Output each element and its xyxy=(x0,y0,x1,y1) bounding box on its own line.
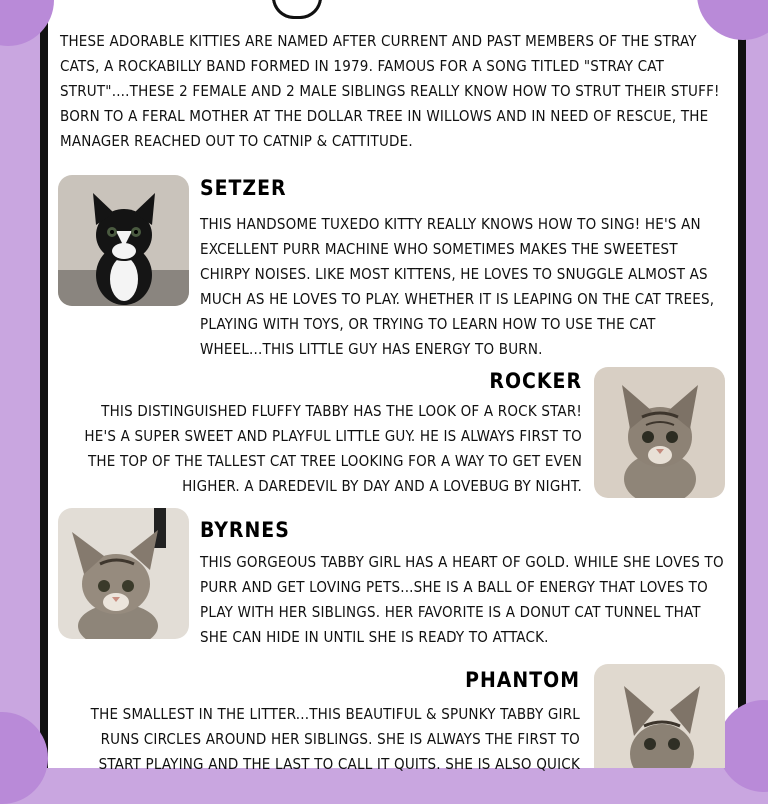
cat-description-phantom: THE SMALLEST IN THE LITTER...THIS BEAUTIFUL & SPUNKY TABBY GIRL RUNS CIRCLES AROUND HER SIBLINGS. SHE IS ALWAYS THE FIRST TO START PLAYING AND THE LAST TO CALL IT QUITS. SHE IS ALSO QUICK xyxy=(90,705,580,773)
rocker-photo xyxy=(594,367,725,498)
cat-description-byrnes: THIS GORGEOUS TABBY GIRL HAS A HEART OF GOLD. WHILE SHE LOVES TO PURR AND GET LOVING PETS...SHE IS A BALL OF ENERGY THAT LOVES TO PLAY WITH HER SIBLINGS. HER FAVORITE IS A DONUT CAT TUNNEL THAT SHE CAN HIDE IN UNTIL SHE IS READY TO ATTACK. xyxy=(200,553,724,646)
byrnes-photo xyxy=(58,508,189,639)
phantom-photo xyxy=(594,664,725,768)
cat-name-phantom: PHANTOM xyxy=(465,668,580,692)
cat-description-rocker: THIS DISTINGUISHED FLUFFY TABBY HAS THE LOOK OF A ROCK STAR! HE'S A SUPER SWEET AND PLAYFUL LITTLE GUY. HE IS ALWAYS FIRST TO THE TOP OF THE TALLEST CAT TREE LOOKING FOR A WAY TO GET EVEN HIGHER. A DAREDEVIL BY DAY AND A LOVEBUG BY NIGHT. xyxy=(84,402,582,495)
intro-text: THESE ADORABLE KITTIES ARE NAMED AFTER CURRENT AND PAST MEMBERS OF THE STRAY CATS, A ROCKABILLY BAND FORMED IN 1979. FAMOUS FOR A SONG TITLED "STRAY CAT STRUT"....THESE 2 FEMALE AND 2 MALE SIBLINGS REALLY KNOW HOW TO STRUT THEIR STUFF! BORN TO A FERAL MOTHER AT THE DOLLAR TREE IN WILLOWS AND IN NEED OF RESCUE, THE MANAGER REACHED OUT TO CATNIP & CATTITUDE. xyxy=(60,32,720,150)
setzer-photo xyxy=(58,175,189,306)
paw-decoration xyxy=(272,0,494,16)
cat-name-rocker: ROCKER xyxy=(489,369,582,393)
cat-description-setzer: THIS HANDSOME TUXEDO KITTY REALLY KNOWS HOW TO SING! HE'S AN EXCELLENT PURR MACHINE WHO SOMETIMES MAKES THE SWEETEST CHIRPY NOISES. LIKE MOST KITTENS, HE LOVES TO SNUGGLE ALMOST AS MUCH AS HE LOVES TO PLAY. WHETHER IT IS LEAPING ON THE CAT TREES, PLAYING WITH TOYS, OR TRYING TO LEARN HOW TO USE THE CAT WHEEL...THIS LITTLE GUY HAS ENERGY TO BURN. xyxy=(200,215,715,358)
cat-name-byrnes: BYRNES xyxy=(200,518,290,542)
cat-name-setzer: SETZER xyxy=(200,176,287,200)
